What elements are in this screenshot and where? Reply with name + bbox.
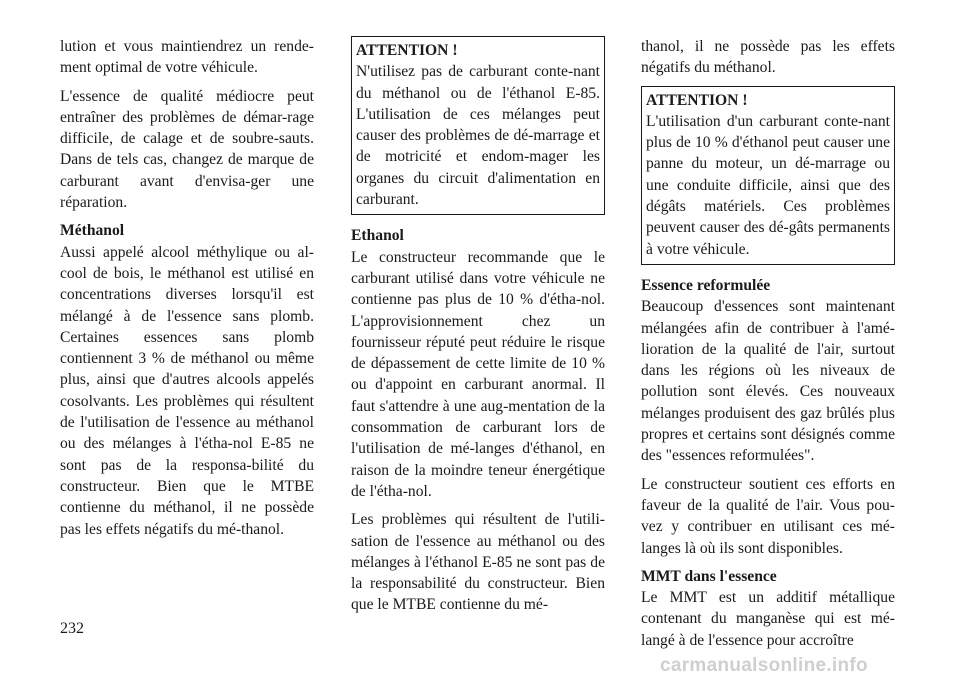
heading-mmt: MMT dans l'essence [641, 567, 777, 585]
heading-ethanol: Ethanol [351, 227, 404, 245]
paragraph-mmt: Le MMT est un additif métallique contenant du manganèse qui est mé-langé à de l'essence pour accroître [641, 589, 895, 649]
paragraph-intro: lution et vous maintiendrez un rende-ment optimal de votre véhicule. [60, 38, 314, 77]
heading-methanol: Méthanol [60, 222, 125, 240]
attention-title: ATTENTION ! [356, 42, 458, 59]
attention-box-methanol [351, 36, 605, 215]
column-1 [60, 36, 314, 540]
paragraph-poor-quality-fuel: L'essence de qualité médiocre peut entraîner des problèmes de démar-rage difficile, de calage et de soubre-sauts. Dans de tels cas, changez de marque de carburant avant d'envisa-ger une réparation. [60, 87, 314, 212]
attention-box-ethanol [641, 86, 895, 265]
column-2 [351, 36, 605, 616]
heading-reformulated: Essence reformulée [641, 276, 771, 294]
paragraph-methanol: Aussi appelé alcool méthylique ou al-cool de bois, le méthanol est utilisé en concentrations diverses lorsqu'il est mélangé à de l'essence sans plomb. Certaines essences sans plomb contiennent 3 % de méthanol ou même plus, ainsi que d'autres alcools appelés cosolvants. Les problèmes qui résultent de l'utilisation de l'essence au méthanol ou des mélanges à l'étha-nol E-85 ne sont pas de la responsa-bilité du constructeur. Bien que le MTBE contienne du méthanol, il ne possède pas les effets négatifs du mé-thanol. [60, 243, 314, 538]
attention-title: ATTENTION ! [646, 91, 748, 109]
attention-text: N'utilisez pas de carburant conte-nant du méthanol ou de l'éthanol E-85. L'utilisation de ces mélanges peut causer des problèmes de dé-marrage et de motricité et endom-mager les organes du circuit d'alimentation en carburant. [356, 63, 600, 209]
attention-text: L'utilisation d'un carburant conte-nant plus de 10 % d'éthanol peut causer une panne du moteur, un dé-marrage ou une conduite difficile, ainsi que des dégâts matériels. Ces problèmes peuvent causer des dé-gâts permanents à votre véhicule. [646, 112, 890, 258]
paragraph-problems: Les problèmes qui résultent de l'utili-sation de l'essence au méthanol ou des mélanges à l'éthanol E-85 ne sont pas de la responsabilité du constructeur. Bien que le MTBE contienne du mé- [351, 511, 605, 614]
page-number: 232 [60, 620, 84, 637]
paragraph-reformulated: Beaucoup d'essences sont maintenant mélangées afin de contribuer à l'amé-lioration de la qualité de l'air, surtout dans les régions où les niveaux de pollution sont élevés. Ces nouveaux mélanges produisent des gaz brûlés plus propres et certains sont désignés comme des "essences reformulées". [641, 298, 895, 465]
paragraph-support: Le constructeur soutient ces efforts en faveur de la qualité de l'air. Vous pou-vez y contribuer en utilisant ces mé-langes là où ils sont disponibles. [641, 475, 895, 557]
watermark-logo: carmanualsonline.info [660, 655, 868, 676]
paragraph-ethanol: Le constructeur recommande que le carburant utilisé dans votre véhicule ne contienne pas plus de 10 % d'étha-nol. L'approvisionnement chez un fournisseur réputé peut réduire le risque de dépassement de cette limite de 10 % ou d'appoint en carburant anormal. Il faut s'attendre à une aug-mentation de la consommation de carburant lors de l'utilisation de mé-langes d'éthanol, en raison de la moindre teneur énergétique de l'étha-nol. [351, 248, 605, 500]
column-3 [641, 36, 895, 651]
paragraph-continued: thanol, il ne possède pas les effets négatifs du méthanol. [641, 38, 895, 77]
